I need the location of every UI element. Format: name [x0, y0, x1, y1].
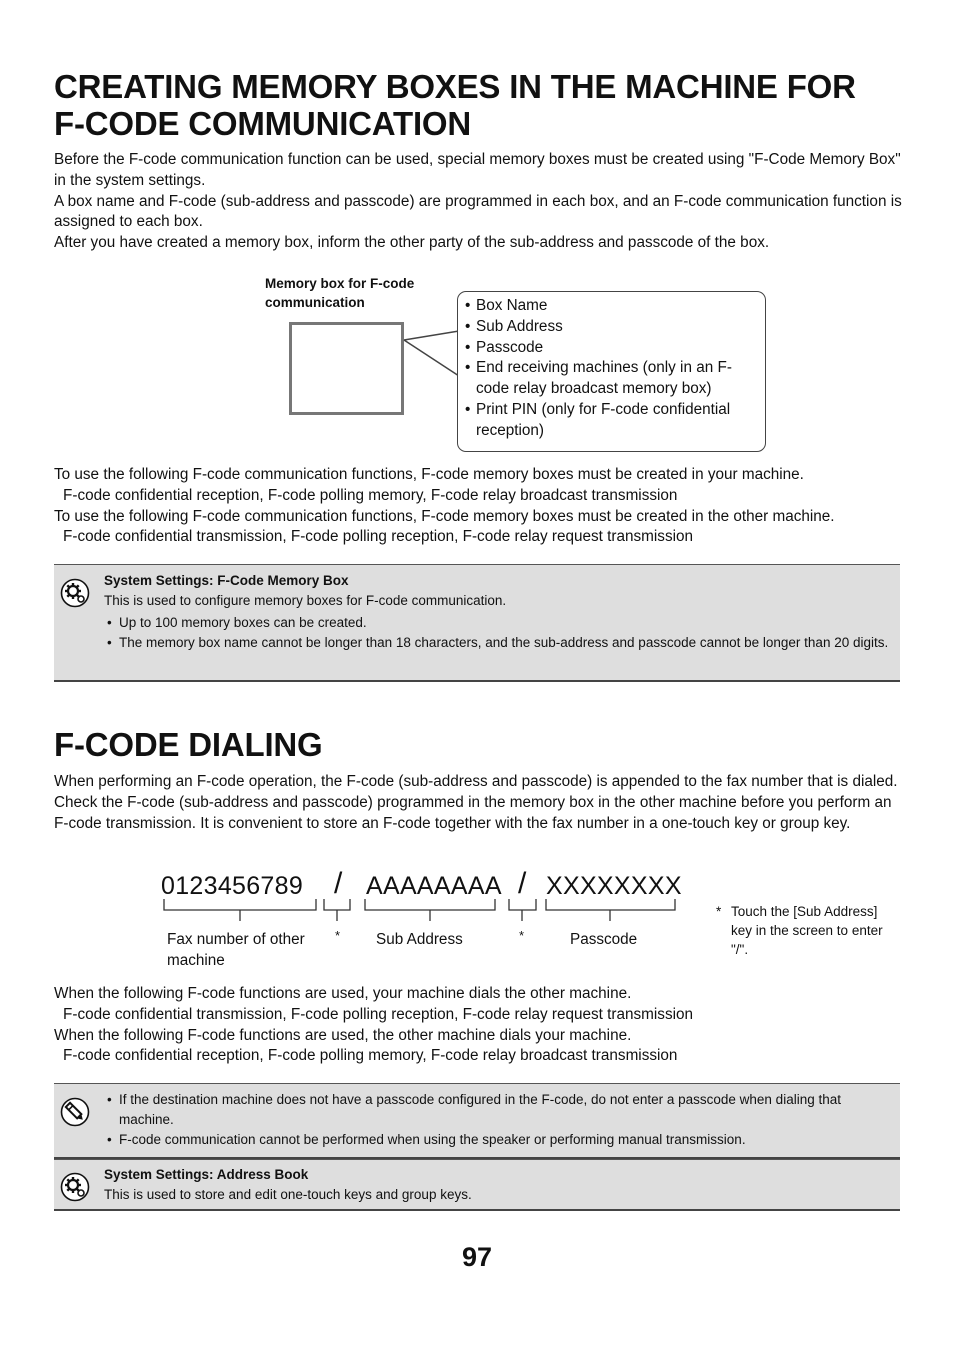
section1-title-line1: CREATING MEMORY BOXES IN THE MACHINE FOR: [54, 68, 856, 105]
note-bullet: • F-code communication cannot be performed when using the speaker or performing manual transmission.: [104, 1130, 894, 1150]
intro-paragraph-1: Before the F-code communication function can be used, special memory boxes must be created using "F-Code Memory Box" in the system settings.: [54, 151, 901, 189]
dials-list-1: F-code confidential transmission, F-code polling reception, F-code relay request transmission: [63, 1005, 694, 1023]
dial-star-2: *: [519, 928, 525, 943]
memory-box-label: [265, 274, 465, 312]
note-text: This is used to configure memory boxes for F-code communication.: [104, 593, 507, 608]
section1-intro: [54, 150, 904, 254]
memory-box-item: • End receiving machines (only in an F-code relay broadcast memory box): [476, 358, 757, 400]
note-text: This is used to store and edit one-touch keys and group keys.: [104, 1187, 472, 1202]
dial-brackets: [150, 895, 690, 925]
memory-box-item: • Print PIN (only for F-code confidential reception): [476, 400, 757, 442]
memory-box-callout: [457, 291, 766, 452]
dial-slash-1: /: [334, 867, 343, 900]
dials-paragraph-1: When the following F-code functions are used, your machine dials the other machine.: [54, 985, 632, 1002]
note-bullet: • If the destination machine does not have a passcode configured in the F-code, do not enter a passcode when dialing that machine.: [104, 1090, 894, 1130]
note-bullets: [104, 613, 894, 653]
section2-intro: When performing an F-code operation, the F-code (sub-address and passcode) is appended to the fax number that is dialed. Check the F-code (sub-address and passcode) programmed in the memory box in the other machine before you perform an F-code transmission. It is convenient to store an F-code together with the fax number in a one-touch key or group key.: [54, 773, 898, 832]
section2-title: F-CODE DIALING: [54, 726, 323, 763]
usage-list-2: F-code confidential transmission, F-code polling reception, F-code relay request transmission: [63, 528, 694, 546]
usage-paragraph-1: To use the following F-code communication functions, F-code memory boxes must be created in your machine.: [54, 466, 804, 483]
memory-box-item: • Sub Address: [476, 317, 757, 338]
section1-title: [54, 68, 914, 142]
note-bullets: [104, 1090, 894, 1150]
note-box-dialing: [54, 1083, 900, 1159]
dial-footnote: [731, 902, 911, 959]
memory-box-item: • Passcode: [476, 338, 757, 359]
note-bullet: • The memory box name cannot be longer than 18 characters, and the sub-address and passcode cannot be longer than 20 digits.: [104, 633, 894, 653]
note-content: [104, 571, 894, 653]
page-number: 97: [461, 1242, 493, 1272]
note-bullet: • Up to 100 memory boxes can be created.: [104, 613, 894, 633]
dial-label-sub-address: Sub Address: [376, 931, 463, 948]
dial-label-fax-line1: Fax number of other: [167, 931, 305, 948]
dial-footnote-line3: "/".: [731, 942, 749, 957]
memory-box-item: • Box Name: [476, 296, 757, 317]
usage-paragraph-2: To use the following F-code communication functions, F-code memory boxes must be created in the other machine.: [54, 507, 835, 525]
memory-box-items: [476, 296, 757, 442]
system-settings-note-memory-box: [54, 564, 900, 682]
pencil-icon: [60, 1097, 90, 1127]
dial-sub-address: AAAAAAAA: [366, 872, 502, 900]
section1-usage: [54, 465, 914, 548]
dials-list-2: F-code confidential reception, F-code polling memory, F-code relay broadcast transmission: [63, 1047, 678, 1065]
section1-title-line2: F-CODE COMMUNICATION: [54, 105, 472, 142]
dial-label-fax-line2: machine: [167, 951, 225, 969]
gear-icon: [60, 578, 90, 608]
note-title: System Settings: Address Book: [104, 1167, 309, 1182]
intro-paragraph-2: A box name and F-code (sub-address and passcode) are programmed in each box, and an F-code communication function is assigned to each box.: [54, 192, 902, 231]
gear-icon: [60, 1172, 90, 1202]
dial-footnote-line1: Touch the [Sub Address]: [731, 904, 878, 919]
dial-fax-number: 0123456789: [161, 872, 304, 900]
note-content: [104, 1165, 894, 1205]
dial-star-1: *: [335, 928, 341, 943]
memory-box-label-line1: Memory box for F-code: [265, 276, 415, 291]
dial-label-fax: [167, 930, 305, 972]
memory-box-label-line2: communication: [265, 295, 365, 310]
dial-passcode: XXXXXXXX: [546, 872, 682, 900]
callout-pointer: [400, 330, 462, 380]
dial-slash-2: /: [518, 867, 527, 900]
dial-label-passcode: Passcode: [570, 931, 638, 948]
intro-paragraph-3: After you have created a memory box, inform the other party of the sub-address and passcode of the box.: [54, 234, 770, 252]
dial-footnote-line2: key in the screen to enter: [731, 923, 883, 938]
dials-paragraph-2: When the following F-code functions are used, the other machine dials your machine.: [54, 1026, 632, 1044]
memory-box-square: [289, 322, 404, 415]
section2-dials: [54, 984, 914, 1067]
note-title: System Settings: F-Code Memory Box: [104, 573, 349, 588]
usage-list-1: F-code confidential reception, F-code polling memory, F-code relay broadcast transmission: [63, 486, 678, 504]
dial-footnote-star: *: [716, 904, 722, 919]
system-settings-note-address-book: [54, 1159, 900, 1211]
